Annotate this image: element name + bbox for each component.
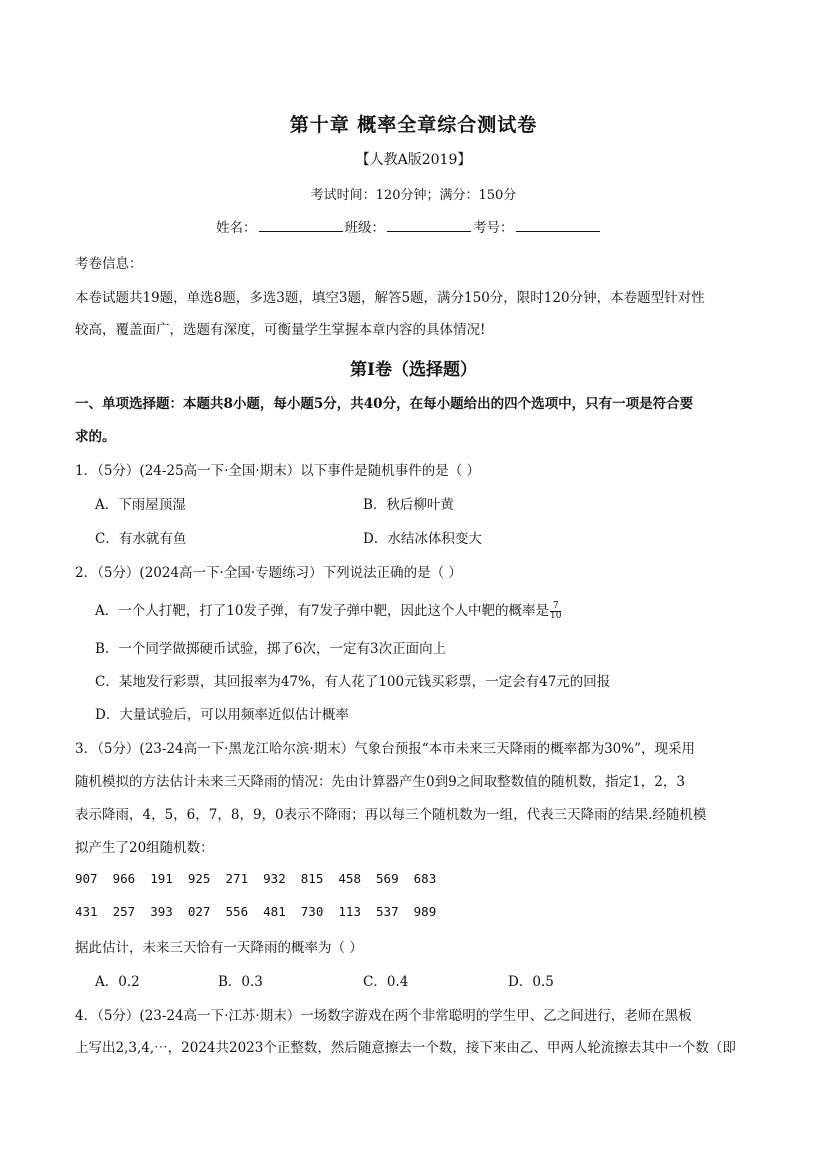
q2-option-a bbox=[95, 599, 561, 621]
q3-random-numbers-row-1: 907 966 191 925 271 932 815 458 569 683 bbox=[75, 871, 437, 886]
q4-line-2: 上写出2,3,4,⋯，2024共2023个正整数，然后随意擦去一个数，接下来由乙、甲两人轮流擦去其中一个数（即 bbox=[75, 1040, 736, 1056]
name-blank[interactable] bbox=[259, 217, 343, 232]
q4-line-1: 4．（5分）(23-24高一下·江苏·期末）一场数字游戏在两个非常聪明的学生甲、乙之间进行，老师在黑板 bbox=[75, 1008, 692, 1024]
number-blank[interactable] bbox=[516, 217, 600, 232]
notice-label: 考卷信息： bbox=[75, 256, 143, 272]
section-heading-line-1: 一、单项选择题：本题共8小题，每小题5分，共40分，在每小题给出的四个选项中，只有一项是符合要 bbox=[75, 396, 694, 412]
notice-line-1: 本卷试题共19题，单选8题，多选3题，填空3题，解答5题，满分150分，限时120分钟，本卷题型针对性 bbox=[75, 290, 705, 306]
q1-option-b: B．秋后柳叶黄 bbox=[363, 497, 454, 513]
fraction-7-10: $\frac{7}{10}$ bbox=[550, 601, 562, 621]
q3-option-a: A．0.2 bbox=[95, 974, 140, 990]
q1-option-d: D．水结冰体积变大 bbox=[363, 531, 482, 547]
q3-line-4: 拟产生了20组随机数： bbox=[75, 840, 214, 856]
q3-option-d: D．0.5 bbox=[508, 974, 554, 990]
q1-option-c: C．有水就有鱼 bbox=[95, 531, 187, 547]
q2-option-c: C．某地发行彩票，其回报率为47%，有人花了100元钱买彩票，一定会有47元的回报 bbox=[95, 674, 611, 690]
q2-stem: 2．（5分）(2024高一下·全国·专题练习）下列说法正确的是（ ） bbox=[75, 565, 462, 581]
edition-label: 【人教A版2019】 bbox=[355, 152, 472, 168]
number-label: 考号： bbox=[473, 220, 514, 236]
section-title: 第I卷（选择题） bbox=[350, 360, 477, 380]
q2-option-b: B．一个同学做掷硬币试验，掷了6次，一定有3次正面向上 bbox=[95, 641, 447, 657]
q1-stem: 1．（5分）(24-25高一下·全国·期末）以下事件是随机事件的是（ ） bbox=[75, 463, 480, 479]
q3-random-numbers-row-2: 431 257 393 027 556 481 730 113 537 989 bbox=[75, 904, 437, 919]
q3-line-2: 随机模拟的方法估计未来三天降雨的情况：先由计算器产生0到9之间取整数值的随机数，指定1，2，3 bbox=[75, 774, 685, 790]
q1-option-a: A．下雨屋顶湿 bbox=[95, 497, 186, 513]
q3-line-3: 表示降雨，4，5，6，7，8，9，0表示不降雨；再以每三个随机数为一组，代表三天降雨的结果.经随机模 bbox=[75, 807, 707, 823]
notice-line-2: 较高，覆盖面广，选题有深度，可衡量学生掌握本章内容的具体情况! bbox=[75, 322, 486, 338]
q3-option-c: C．0.4 bbox=[363, 974, 409, 990]
q3-option-b: B．0.3 bbox=[218, 974, 263, 990]
section-heading-line-2: 求的。 bbox=[75, 429, 116, 445]
q2-option-d: D．大量试验后，可以用频率近似估计概率 bbox=[95, 707, 349, 723]
student-fields bbox=[216, 216, 602, 236]
q3-question: 据此估计，未来三天恰有一天降雨的概率为（ ） bbox=[75, 940, 363, 956]
q2-option-a-text: A．一个人打靶，打了10发子弹，有7发子弹中靶，因此这个人中靶的概率是 bbox=[95, 603, 550, 619]
q3-line-1: 3．（5分）(23-24高一下·黑龙江哈尔滨·期末）气象台预报“本市未来三天降雨的概率都为30%”，现采用 bbox=[75, 741, 696, 757]
page-title: 第十章 概率全章综合测试卷 bbox=[289, 114, 538, 136]
class-label: 班级： bbox=[344, 220, 385, 236]
name-label: 姓名： bbox=[216, 220, 257, 236]
class-blank[interactable] bbox=[387, 217, 471, 232]
exam-info: 考试时间：120分钟；满分：150分 bbox=[310, 188, 517, 203]
